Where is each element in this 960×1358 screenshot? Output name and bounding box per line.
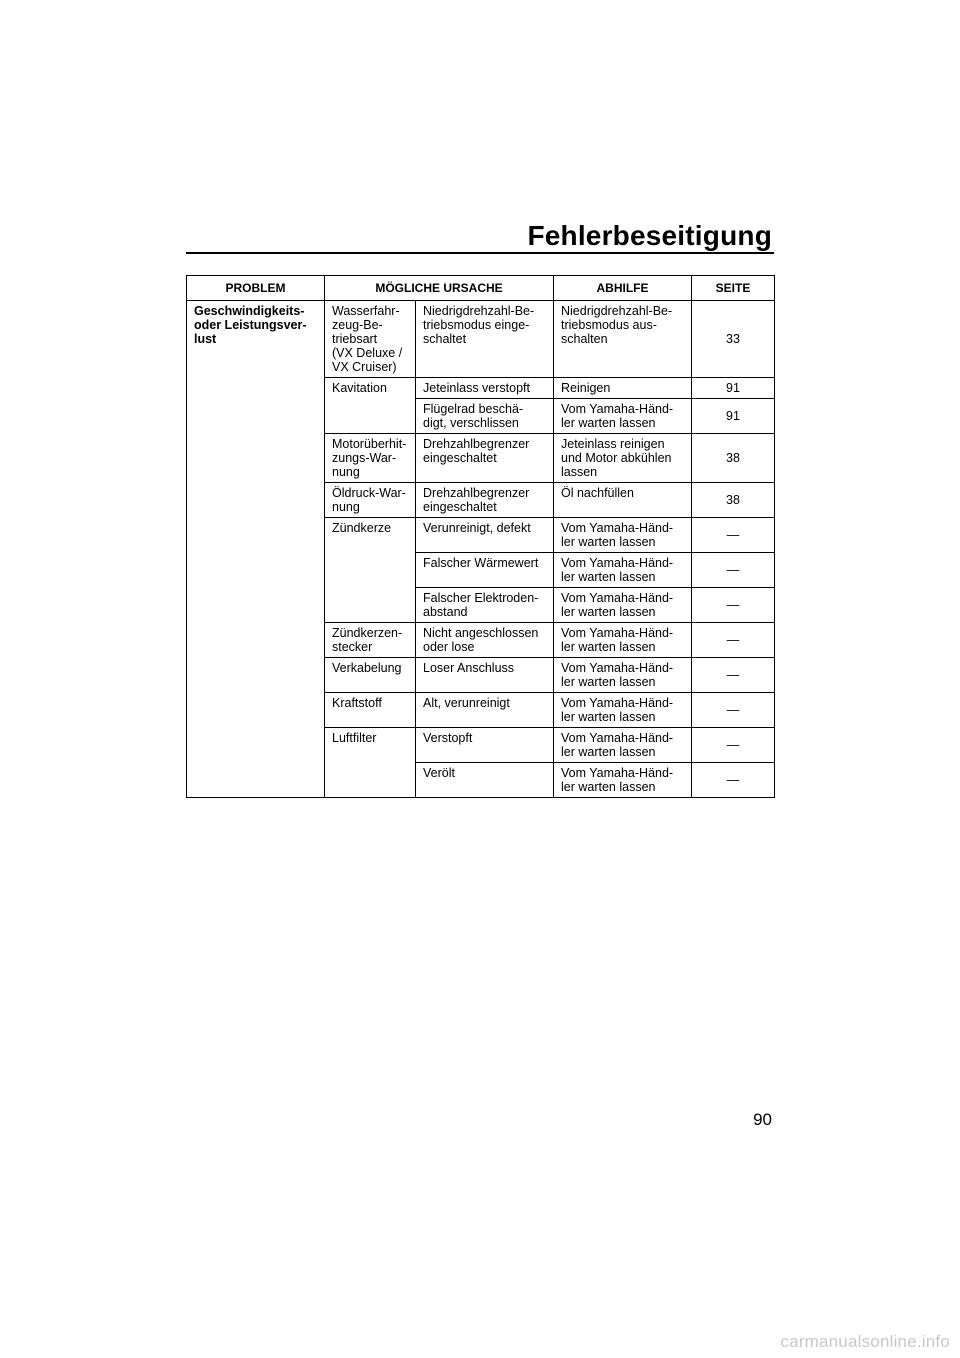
remedy-cell: Vom Yamaha-Händ- ler warten lassen [554, 728, 692, 763]
page-ref-cell: — [692, 728, 775, 763]
remedy-cell: Vom Yamaha-Händ- ler warten lassen [554, 658, 692, 693]
cause-detail-cell: Niedrigdrehzahl-Be- triebsmodus einge- schaltet [416, 301, 554, 378]
page-ref-cell: — [692, 588, 775, 623]
remedy-cell: Öl nachfüllen [554, 483, 692, 518]
remedy-cell: Vom Yamaha-Händ- ler warten lassen [554, 553, 692, 588]
page-ref-cell: 91 [692, 399, 775, 434]
cause-cell: Wasserfahr- zeug-Be- triebsart (VX Deluxe / VX Cruiser) [325, 301, 416, 378]
page-ref-cell: — [692, 763, 775, 798]
column-header-remedy: ABHILFE [554, 276, 692, 301]
cause-cell: Kraftstoff [325, 693, 416, 728]
cause-detail-cell: Alt, verunreinigt [416, 693, 554, 728]
cause-cell: Zündkerze [325, 518, 416, 623]
column-header-problem: PROBLEM [187, 276, 325, 301]
column-header-page: SEITE [692, 276, 775, 301]
column-header-cause: MÖGLICHE URSACHE [325, 276, 554, 301]
page-number: 90 [753, 1110, 772, 1129]
cause-cell: Luftfilter [325, 728, 416, 798]
page-ref-cell: — [692, 623, 775, 658]
remedy-cell: Vom Yamaha-Händ- ler warten lassen [554, 623, 692, 658]
table-body [187, 301, 775, 798]
title-rule [186, 252, 774, 254]
cause-detail-cell: Falscher Wärmewert [416, 553, 554, 588]
cause-detail-cell: Drehzahlbegrenzer eingeschaltet [416, 483, 554, 518]
remedy-cell: Vom Yamaha-Händ- ler warten lassen [554, 518, 692, 553]
cause-detail-cell: Drehzahlbegrenzer eingeschaltet [416, 434, 554, 483]
cause-detail-cell: Jeteinlass verstopft [416, 378, 554, 399]
cause-detail-cell: Flügelrad beschä- digt, verschlissen [416, 399, 554, 434]
page-ref-cell: — [692, 693, 775, 728]
page-ref-cell: 33 [692, 301, 775, 378]
remedy-cell: Vom Yamaha-Händ- ler warten lassen [554, 588, 692, 623]
cause-cell: Verkabelung [325, 658, 416, 693]
page-ref-cell: — [692, 518, 775, 553]
cause-cell: Zündkerzen- stecker [325, 623, 416, 658]
table-header-row [187, 276, 775, 301]
cause-cell: Kavitation [325, 378, 416, 434]
cause-detail-cell: Verölt [416, 763, 554, 798]
remedy-cell: Vom Yamaha-Händ- ler warten lassen [554, 693, 692, 728]
table-row [187, 301, 775, 378]
cause-detail-cell: Verstopft [416, 728, 554, 763]
page-ref-cell: 38 [692, 483, 775, 518]
page-ref-cell: 91 [692, 378, 775, 399]
page-ref-cell: — [692, 553, 775, 588]
remedy-cell: Vom Yamaha-Händ- ler warten lassen [554, 399, 692, 434]
remedy-cell: Niedrigdrehzahl-Be- triebsmodus aus- schalten [554, 301, 692, 378]
remedy-cell: Reinigen [554, 378, 692, 399]
cause-detail-cell: Verunreinigt, defekt [416, 518, 554, 553]
cause-cell: Motorüberhit- zungs-War- nung [325, 434, 416, 483]
page-ref-cell: — [692, 658, 775, 693]
cause-detail-cell: Loser Anschluss [416, 658, 554, 693]
problem-cell: Geschwindigkeits- oder Leistungsver- lust [187, 301, 325, 798]
page-title: Fehlerbeseitigung [527, 220, 772, 251]
page-ref-cell: 38 [692, 434, 775, 483]
remedy-cell: Jeteinlass reinigen und Motor abkühlen lassen [554, 434, 692, 483]
watermark: carmanualsonline.info [780, 1332, 950, 1351]
troubleshooting-table [186, 275, 775, 798]
cause-detail-cell: Nicht angeschlossen oder lose [416, 623, 554, 658]
cause-cell: Öldruck-War- nung [325, 483, 416, 518]
remedy-cell: Vom Yamaha-Händ- ler warten lassen [554, 763, 692, 798]
cause-detail-cell: Falscher Elektroden- abstand [416, 588, 554, 623]
